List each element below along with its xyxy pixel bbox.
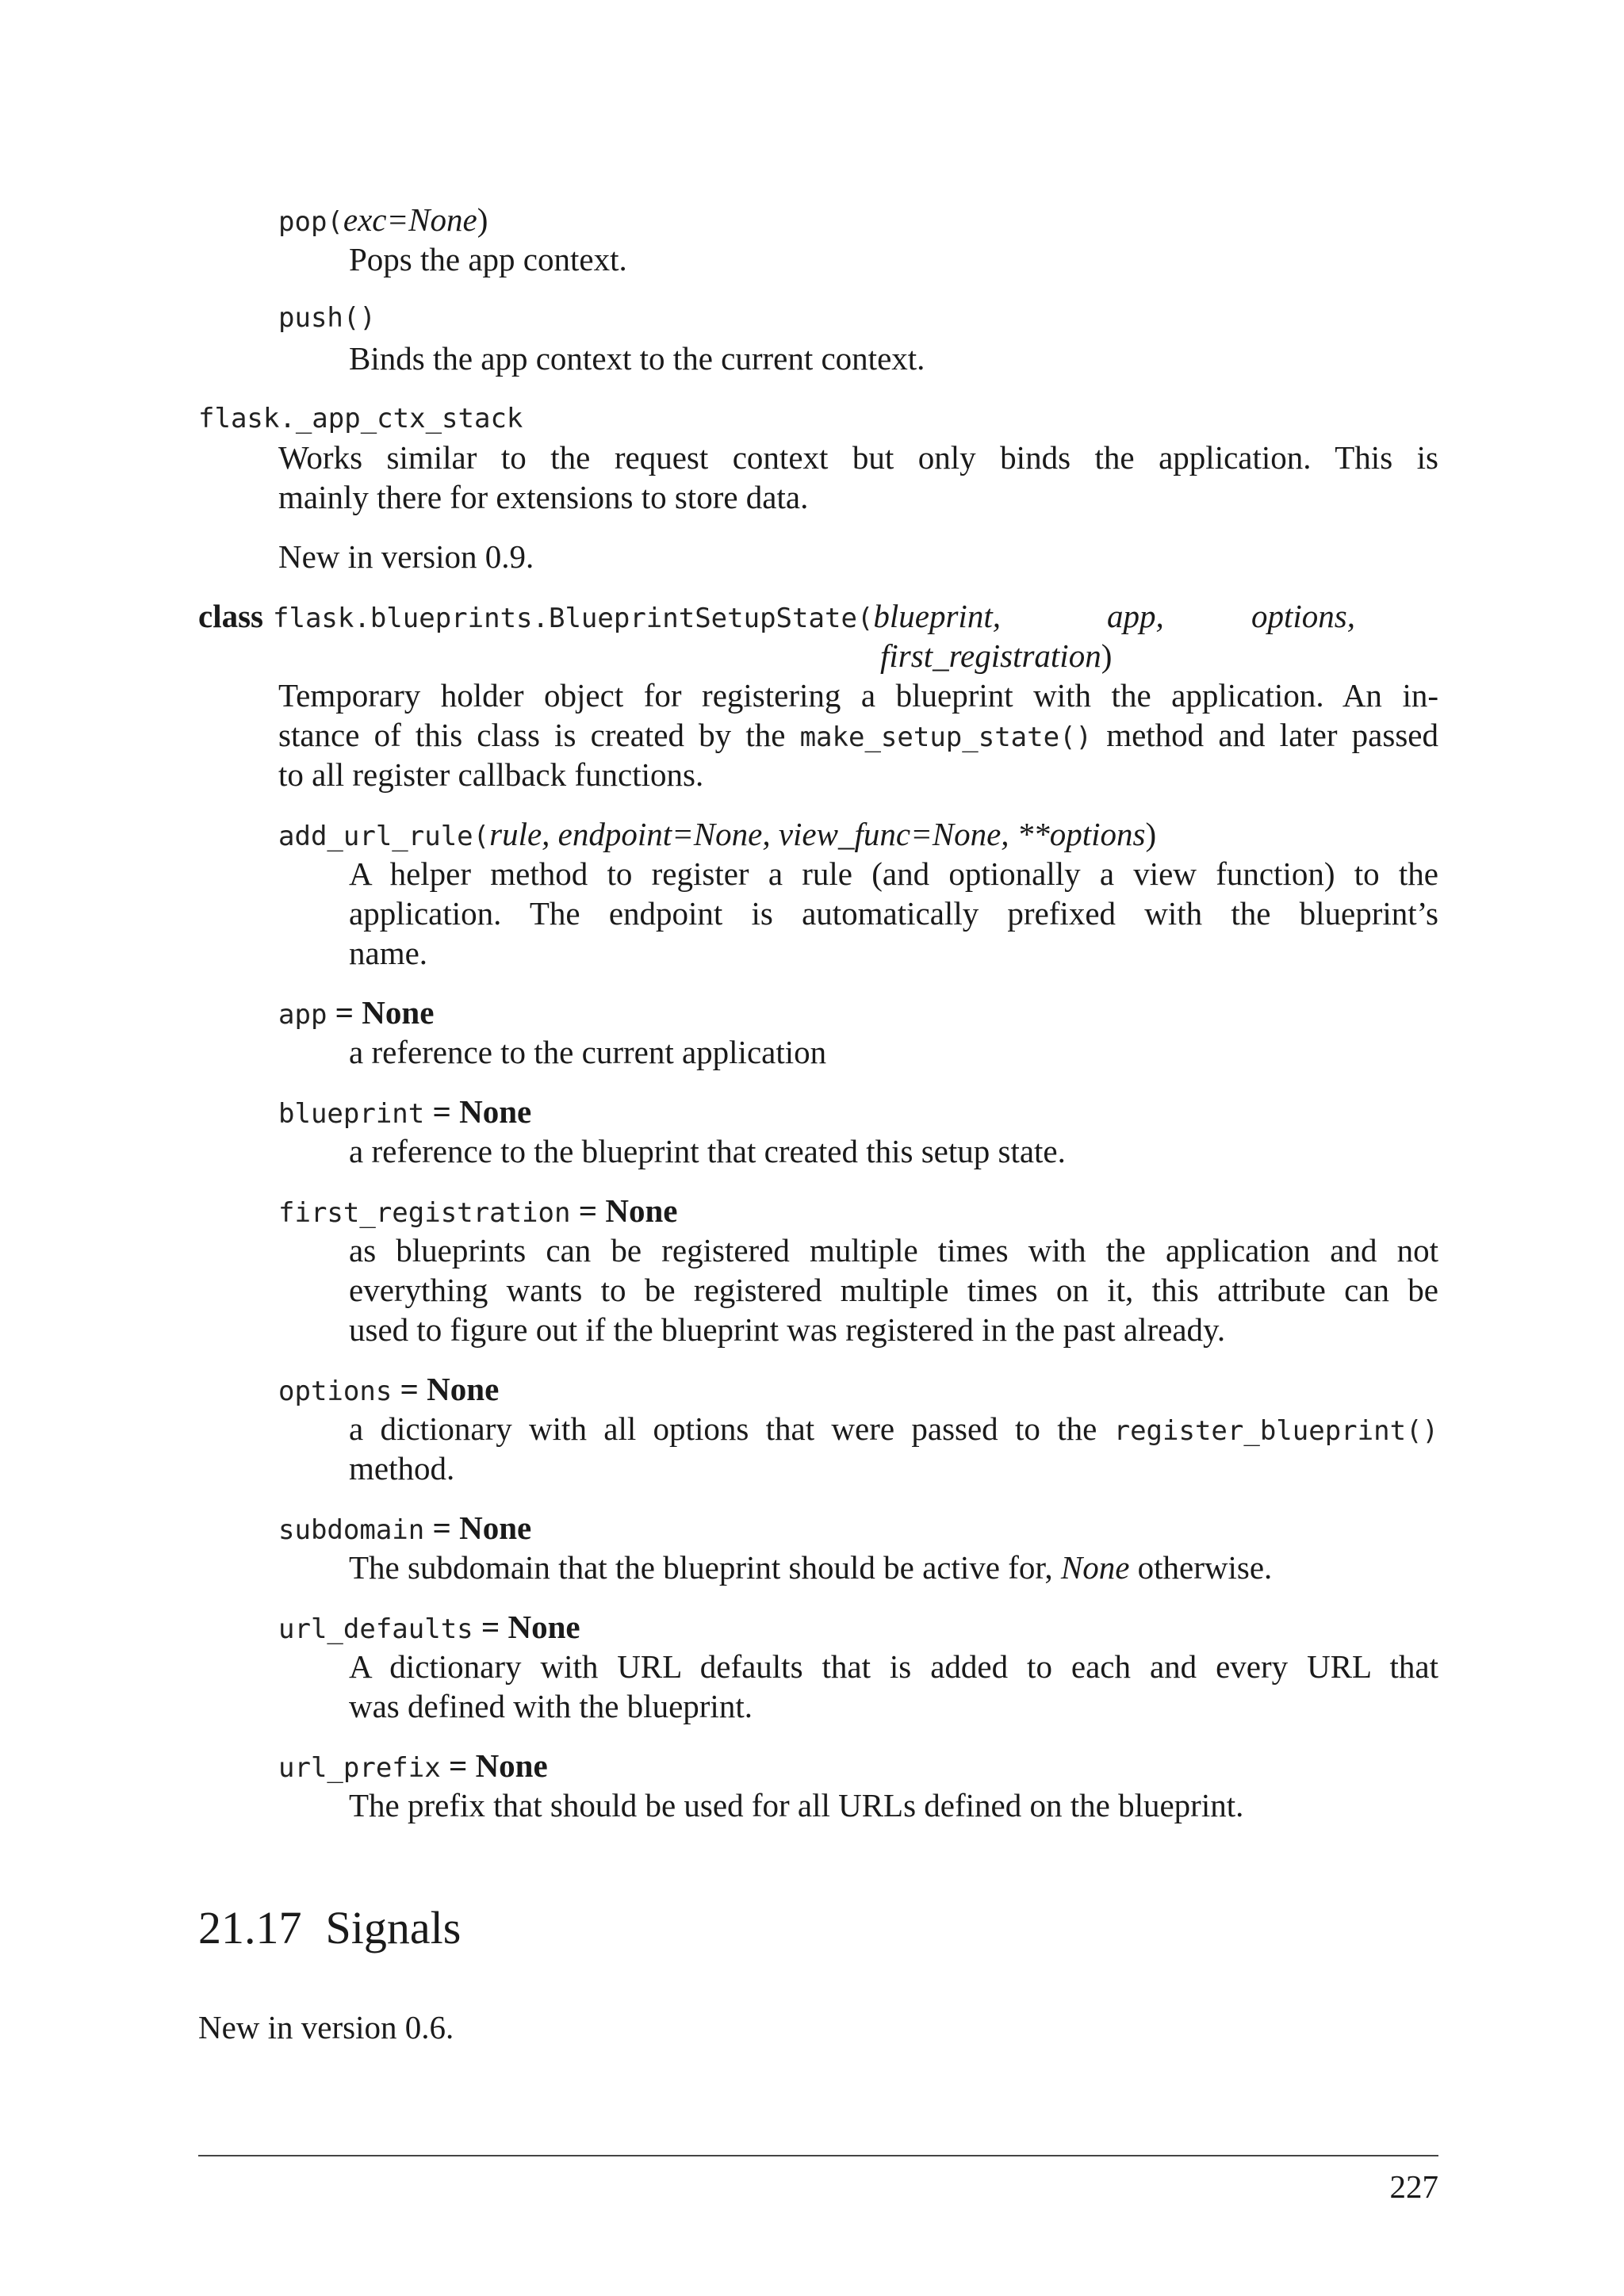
blueprint-setup-state-signature — [198, 596, 1001, 636]
add-url-rule-desc-line1: A helper method to register a rule (and optionally a view function) to the — [349, 855, 1438, 892]
attr-app-desc: a reference to the current application — [349, 1034, 827, 1070]
app-ctx-stack-desc-line2: mainly there for extensions to store data. — [278, 479, 809, 515]
attr-url-defaults-signature — [278, 1607, 580, 1647]
push-signature: push() — [278, 302, 376, 334]
add-url-rule-name: add_url_rule( — [278, 821, 490, 852]
add-url-rule-params: rule, endpoint=None, view_func=None, **options — [489, 816, 1146, 852]
subdomain-desc-pre: The subdomain that the blueprint should be active for, — [349, 1549, 1061, 1586]
app-ctx-stack-version: New in version 0.9. — [278, 538, 534, 575]
add-url-rule-close: ) — [1145, 816, 1157, 852]
class-name: flask.blueprints.BlueprintSetupState( — [273, 603, 874, 634]
app-ctx-stack-desc-line1: Works similar to the request context but only binds the application. This is — [278, 439, 1438, 476]
attr-app-value: = None — [327, 994, 435, 1031]
attr-first-registration-signature — [278, 1191, 677, 1230]
attr-subdomain-name: subdomain — [278, 1514, 425, 1546]
attr-subdomain-signature — [278, 1508, 531, 1548]
subdomain-desc-post: otherwise. — [1129, 1549, 1273, 1586]
attr-url-defaults-name: url_defaults — [278, 1613, 473, 1645]
attr-blueprint-name: blueprint — [278, 1098, 425, 1130]
attr-url-prefix-value: = None — [440, 1747, 548, 1784]
add-url-rule-signature — [278, 814, 1156, 854]
add-url-rule-desc-line3: name. — [349, 935, 428, 971]
push-description: Binds the app context to the current context. — [349, 340, 925, 377]
attr-first-registration-desc-line1: as blueprints can be registered multiple times with the application and not — [349, 1232, 1438, 1269]
attr-subdomain-value: = None — [424, 1510, 532, 1546]
make-setup-state-code: make_setup_state() — [799, 721, 1093, 753]
attr-subdomain-desc — [349, 1548, 1272, 1587]
attr-options-name: options — [278, 1376, 393, 1407]
blueprint-setup-state-desc-line2 — [278, 715, 1438, 757]
attr-options-desc-line1 — [349, 1409, 1438, 1451]
attr-first-registration-desc-line3: used to figure out if the blueprint was registered in the past already. — [349, 1311, 1226, 1348]
attr-blueprint-desc: a reference to the blueprint that created this setup state. — [349, 1133, 1066, 1169]
pop-signature — [278, 200, 488, 239]
section-heading — [198, 1900, 461, 1956]
attr-url-defaults-desc-line2: was defined with the blueprint. — [349, 1688, 753, 1724]
subdomain-desc-none: None — [1060, 1549, 1130, 1586]
class-keyword: class — [198, 598, 263, 634]
attr-url-defaults-value: = None — [473, 1609, 580, 1645]
attr-options-value: = None — [392, 1371, 500, 1407]
page-number: 227 — [1389, 2168, 1438, 2205]
param-blueprint: blueprint, — [873, 598, 1001, 634]
attr-app-name: app — [278, 999, 327, 1031]
attr-app-signature — [278, 993, 434, 1032]
pop-param: exc=None — [343, 201, 477, 238]
class-close-paren: ) — [1101, 637, 1113, 674]
param-first-registration: first_registration — [880, 637, 1101, 674]
app-ctx-stack-signature: flask._app_ctx_stack — [198, 403, 523, 434]
attr-first-registration-value: = None — [570, 1192, 678, 1229]
pop-description: Pops the app context. — [349, 241, 627, 277]
options-desc-pre: a dictionary with all options that were passed to the — [349, 1410, 1114, 1447]
attr-first-registration-desc-line2: everything wants to be registered multiple times on it, this attribute can be — [349, 1272, 1438, 1308]
desc-line2-post: method and later passed — [1092, 717, 1438, 753]
add-url-rule-desc-line2: application. The endpoint is automatically prefixed with the blueprint’s — [349, 895, 1438, 932]
param-app: app, — [1107, 598, 1164, 634]
attr-url-prefix-desc: The prefix that should be used for all URLs defined on the blueprint. — [349, 1787, 1244, 1823]
pop-name: pop( — [278, 206, 343, 238]
attr-options-signature — [278, 1369, 499, 1409]
attr-url-defaults-desc-line1: A dictionary with URL defaults that is added to each and every URL that — [349, 1648, 1438, 1685]
param-first-registration-line — [880, 636, 1112, 675]
param-options: options, — [1251, 598, 1355, 634]
register-blueprint-code: register_blueprint() — [1113, 1415, 1438, 1447]
pop-close: ) — [477, 201, 488, 238]
section-version: New in version 0.6. — [198, 2009, 454, 2045]
attr-url-prefix-signature — [278, 1746, 548, 1785]
attr-first-registration-name: first_registration — [278, 1197, 571, 1229]
attr-options-desc-line2: method. — [349, 1450, 455, 1487]
blueprint-setup-state-desc-line1: Temporary holder object for registering a blueprint with the application. An in- — [278, 677, 1438, 714]
section-title: Signals — [325, 1902, 462, 1954]
attr-blueprint-signature — [278, 1092, 531, 1131]
attr-url-prefix-name: url_prefix — [278, 1752, 441, 1784]
desc-line2-pre: stance of this class is created by the — [278, 717, 800, 753]
footer-rule — [198, 2155, 1438, 2156]
section-number: 21.17 — [198, 1902, 302, 1954]
blueprint-setup-state-desc-line3: to all register callback functions. — [278, 756, 704, 793]
attr-blueprint-value: = None — [424, 1093, 532, 1130]
